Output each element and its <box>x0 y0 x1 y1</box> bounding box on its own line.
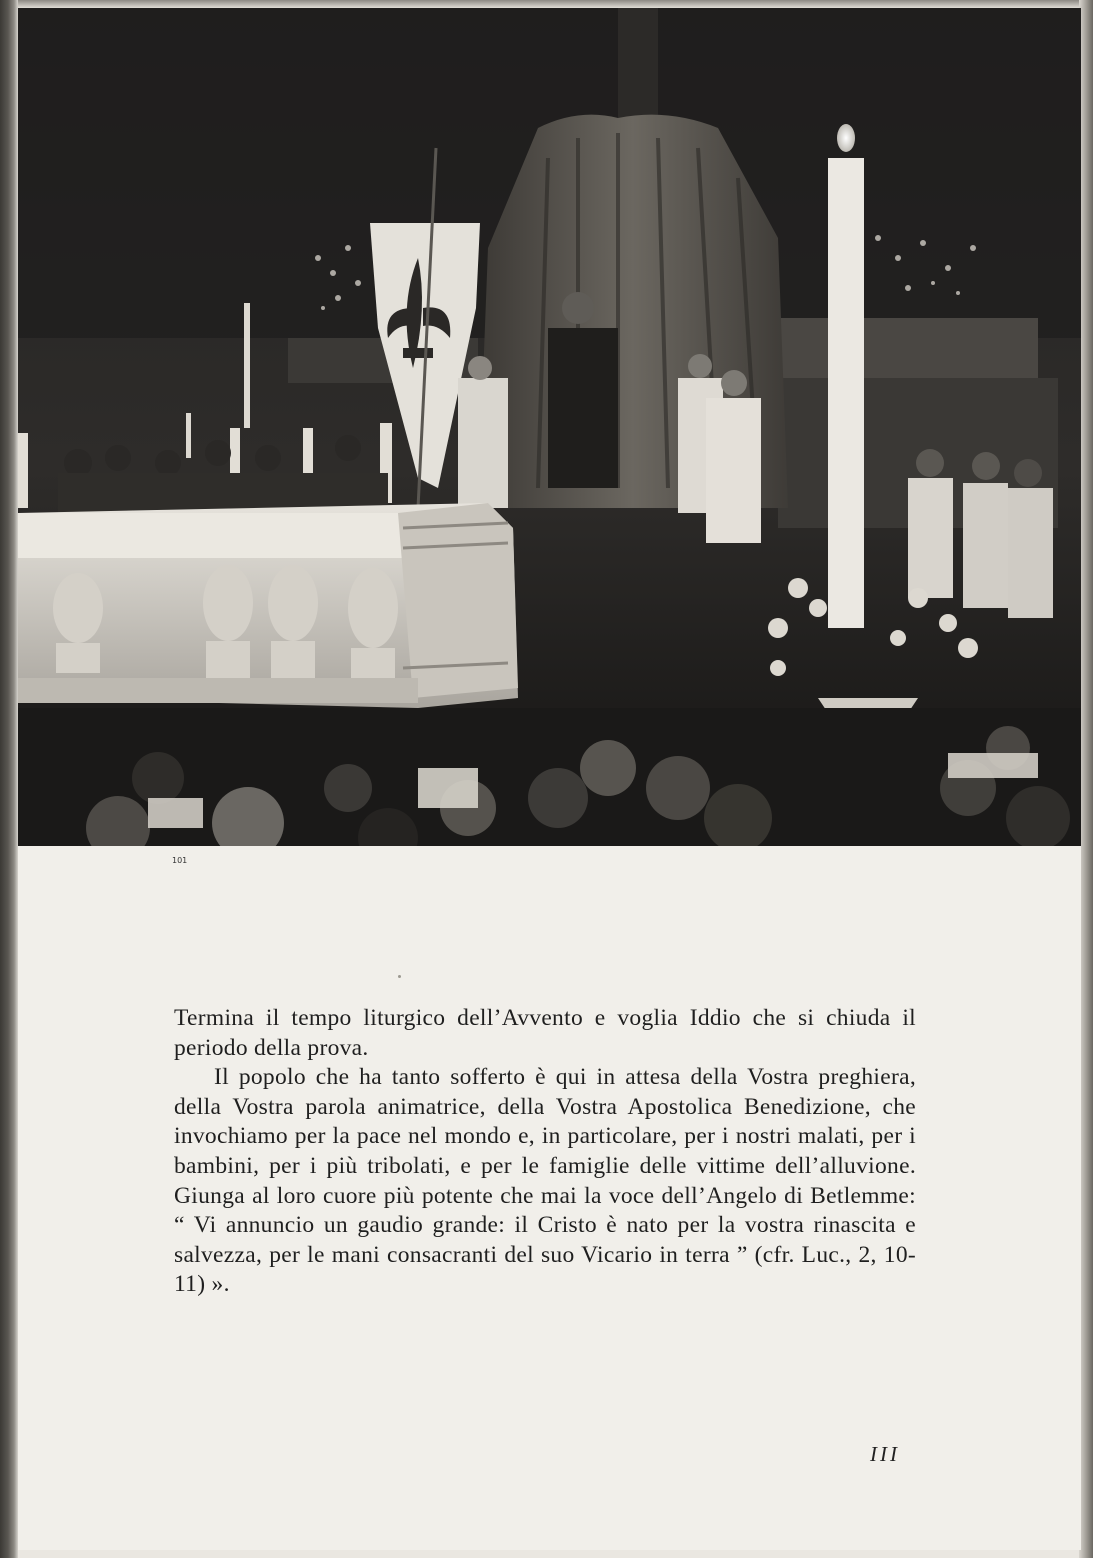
photo-number: 101 <box>172 856 188 865</box>
choir-boys-right <box>908 449 1053 618</box>
page-right-edge <box>1079 0 1093 1558</box>
marble-altar <box>18 503 518 708</box>
photograph-altar-ceremony <box>18 8 1081 846</box>
altar-reredos-right <box>778 318 1038 378</box>
page-top-shadow <box>0 0 1093 8</box>
page-sheet <box>18 8 1081 1550</box>
paragraph-1: Termina il tempo liturgico dell’Avvento e voglia Iddio che si chiuda il periodo della prova. <box>174 1005 916 1061</box>
congregation-foreground <box>18 708 1081 846</box>
paragraph-2: Il popolo che ha tanto sofferto è qui in attesa della Vostra preghiera, della Vostra parola animatrice, della Vostra Apostolica Benedizione, che invochiamo per la pace nel mondo e, in particolare, per i nostri malati, per i bambini, per i più tribolati, e per le famiglie delle vittime dell’alluvione. Giunga al loro cuore più potente che mai la voce dell’Angelo di Betlemme: “ Vi annuncio un gaudio grande: il Cristo è nato per la vostra rinascita e salvezza, per le mani consacranti del suo Vicario in terra ” (cfr. Luc., 2, 10-11) ». <box>174 1064 916 1298</box>
paper-speck <box>398 975 401 978</box>
photo-illustration <box>18 8 1081 846</box>
page-folio: III <box>870 1442 900 1466</box>
body-text <box>174 1004 916 1300</box>
book-spine-shadow <box>0 0 18 1558</box>
